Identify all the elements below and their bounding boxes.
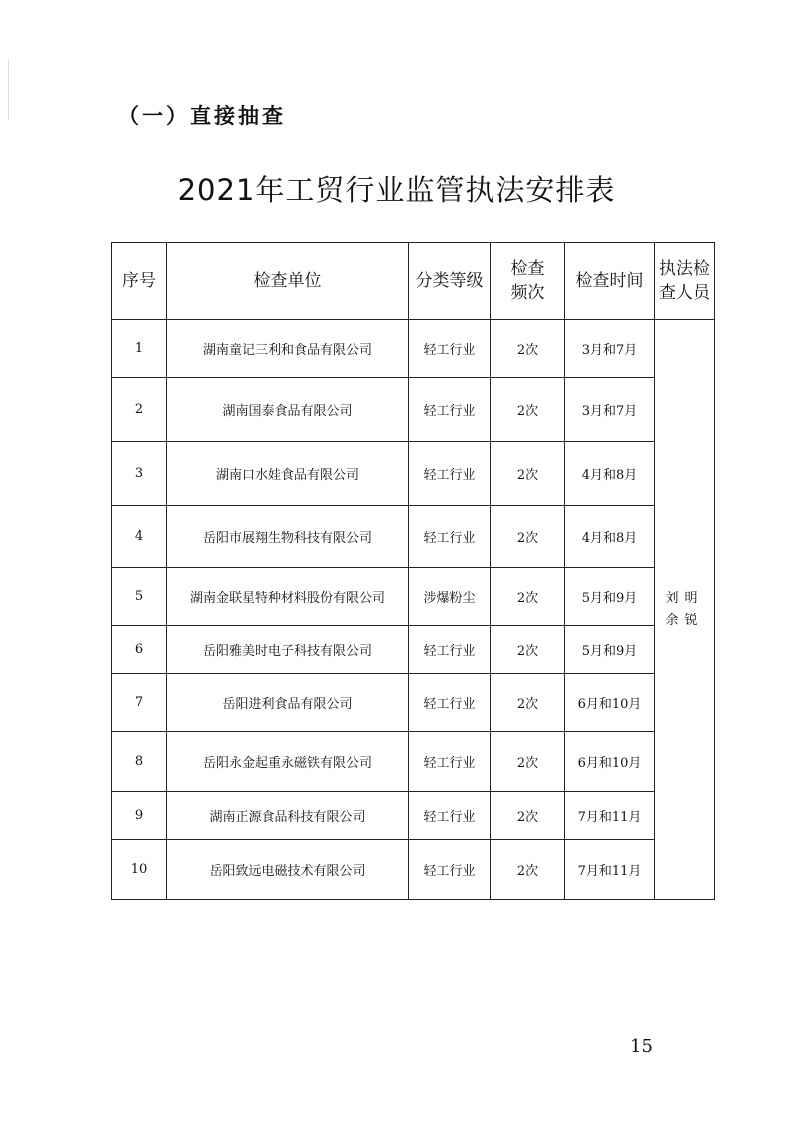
enforcement-schedule-table — [111, 242, 715, 900]
cell-frequency: 2次 — [491, 568, 565, 626]
cell-time: 3月和7月 — [565, 320, 655, 378]
cell-frequency: 2次 — [491, 442, 565, 506]
scan-edge-mark — [8, 60, 9, 120]
cell-no: 4 — [112, 506, 167, 568]
cell-frequency: 2次 — [491, 378, 565, 442]
table-row — [112, 732, 715, 792]
page-title: 2021年工贸行业监管执法安排表 — [177, 173, 616, 207]
cell-no: 7 — [112, 674, 167, 732]
inspector-line-2: 余锐 — [665, 612, 704, 628]
header-unit: 检查单位 — [167, 243, 409, 320]
header-category: 分类等级 — [409, 243, 491, 320]
cell-time: 4月和8月 — [565, 506, 655, 568]
cell-time: 5月和9月 — [565, 568, 655, 626]
cell-category: 轻工行业 — [409, 732, 491, 792]
cell-category: 轻工行业 — [409, 792, 491, 840]
header-inspectors: 执法检查人员 — [655, 243, 715, 320]
cell-unit: 岳阳雅美时电子科技有限公司 — [167, 626, 409, 674]
table-row — [112, 840, 715, 900]
cell-category: 轻工行业 — [409, 674, 491, 732]
cell-time: 5月和9月 — [565, 626, 655, 674]
cell-category: 轻工行业 — [409, 626, 491, 674]
cell-unit: 岳阳致远电磁技术有限公司 — [167, 840, 409, 900]
cell-no: 9 — [112, 792, 167, 840]
cell-time: 7月和11月 — [565, 840, 655, 900]
table-row — [112, 568, 715, 626]
cell-category: 轻工行业 — [409, 442, 491, 506]
cell-unit: 湖南金联星特种材料股份有限公司 — [167, 568, 409, 626]
cell-category: 轻工行业 — [409, 506, 491, 568]
cell-unit: 岳阳市展翔生物科技有限公司 — [167, 506, 409, 568]
header-frequency: 检查频次 — [491, 243, 565, 320]
cell-category: 轻工行业 — [409, 840, 491, 900]
cell-no: 6 — [112, 626, 167, 674]
cell-no: 8 — [112, 732, 167, 792]
cell-no: 1 — [112, 320, 167, 378]
page-number: 15 — [630, 1036, 653, 1057]
cell-unit: 湖南口水娃食品有限公司 — [167, 442, 409, 506]
table-row — [112, 626, 715, 674]
cell-frequency: 2次 — [491, 840, 565, 900]
cell-time: 6月和10月 — [565, 674, 655, 732]
cell-time: 7月和11月 — [565, 792, 655, 840]
section-heading: （一）直接抽查 — [118, 104, 286, 128]
cell-unit: 湖南正源食品科技有限公司 — [167, 792, 409, 840]
cell-unit: 湖南国泰食品有限公司 — [167, 378, 409, 442]
table-header-row — [112, 243, 715, 320]
cell-unit: 湖南童记三利和食品有限公司 — [167, 320, 409, 378]
cell-time: 4月和8月 — [565, 442, 655, 506]
cell-no: 2 — [112, 378, 167, 442]
cell-no: 10 — [112, 840, 167, 900]
cell-no: 3 — [112, 442, 167, 506]
cell-inspectors — [655, 320, 715, 900]
cell-unit: 岳阳进利食品有限公司 — [167, 674, 409, 732]
cell-category: 涉爆粉尘 — [409, 568, 491, 626]
inspector-line-1: 刘明 — [665, 590, 704, 606]
table-row — [112, 378, 715, 442]
cell-no: 5 — [112, 568, 167, 626]
cell-frequency: 2次 — [491, 674, 565, 732]
cell-category: 轻工行业 — [409, 320, 491, 378]
table-row — [112, 674, 715, 732]
table-row — [112, 506, 715, 568]
cell-frequency: 2次 — [491, 506, 565, 568]
cell-frequency: 2次 — [491, 626, 565, 674]
header-no: 序号 — [112, 243, 167, 320]
cell-frequency: 2次 — [491, 792, 565, 840]
cell-unit: 岳阳永金起重永磁铁有限公司 — [167, 732, 409, 792]
header-time: 检查时间 — [565, 243, 655, 320]
table-row — [112, 442, 715, 506]
table-row — [112, 320, 715, 378]
cell-time: 6月和10月 — [565, 732, 655, 792]
cell-frequency: 2次 — [491, 320, 565, 378]
table-row — [112, 792, 715, 840]
cell-frequency: 2次 — [491, 732, 565, 792]
cell-time: 3月和7月 — [565, 378, 655, 442]
cell-category: 轻工行业 — [409, 378, 491, 442]
